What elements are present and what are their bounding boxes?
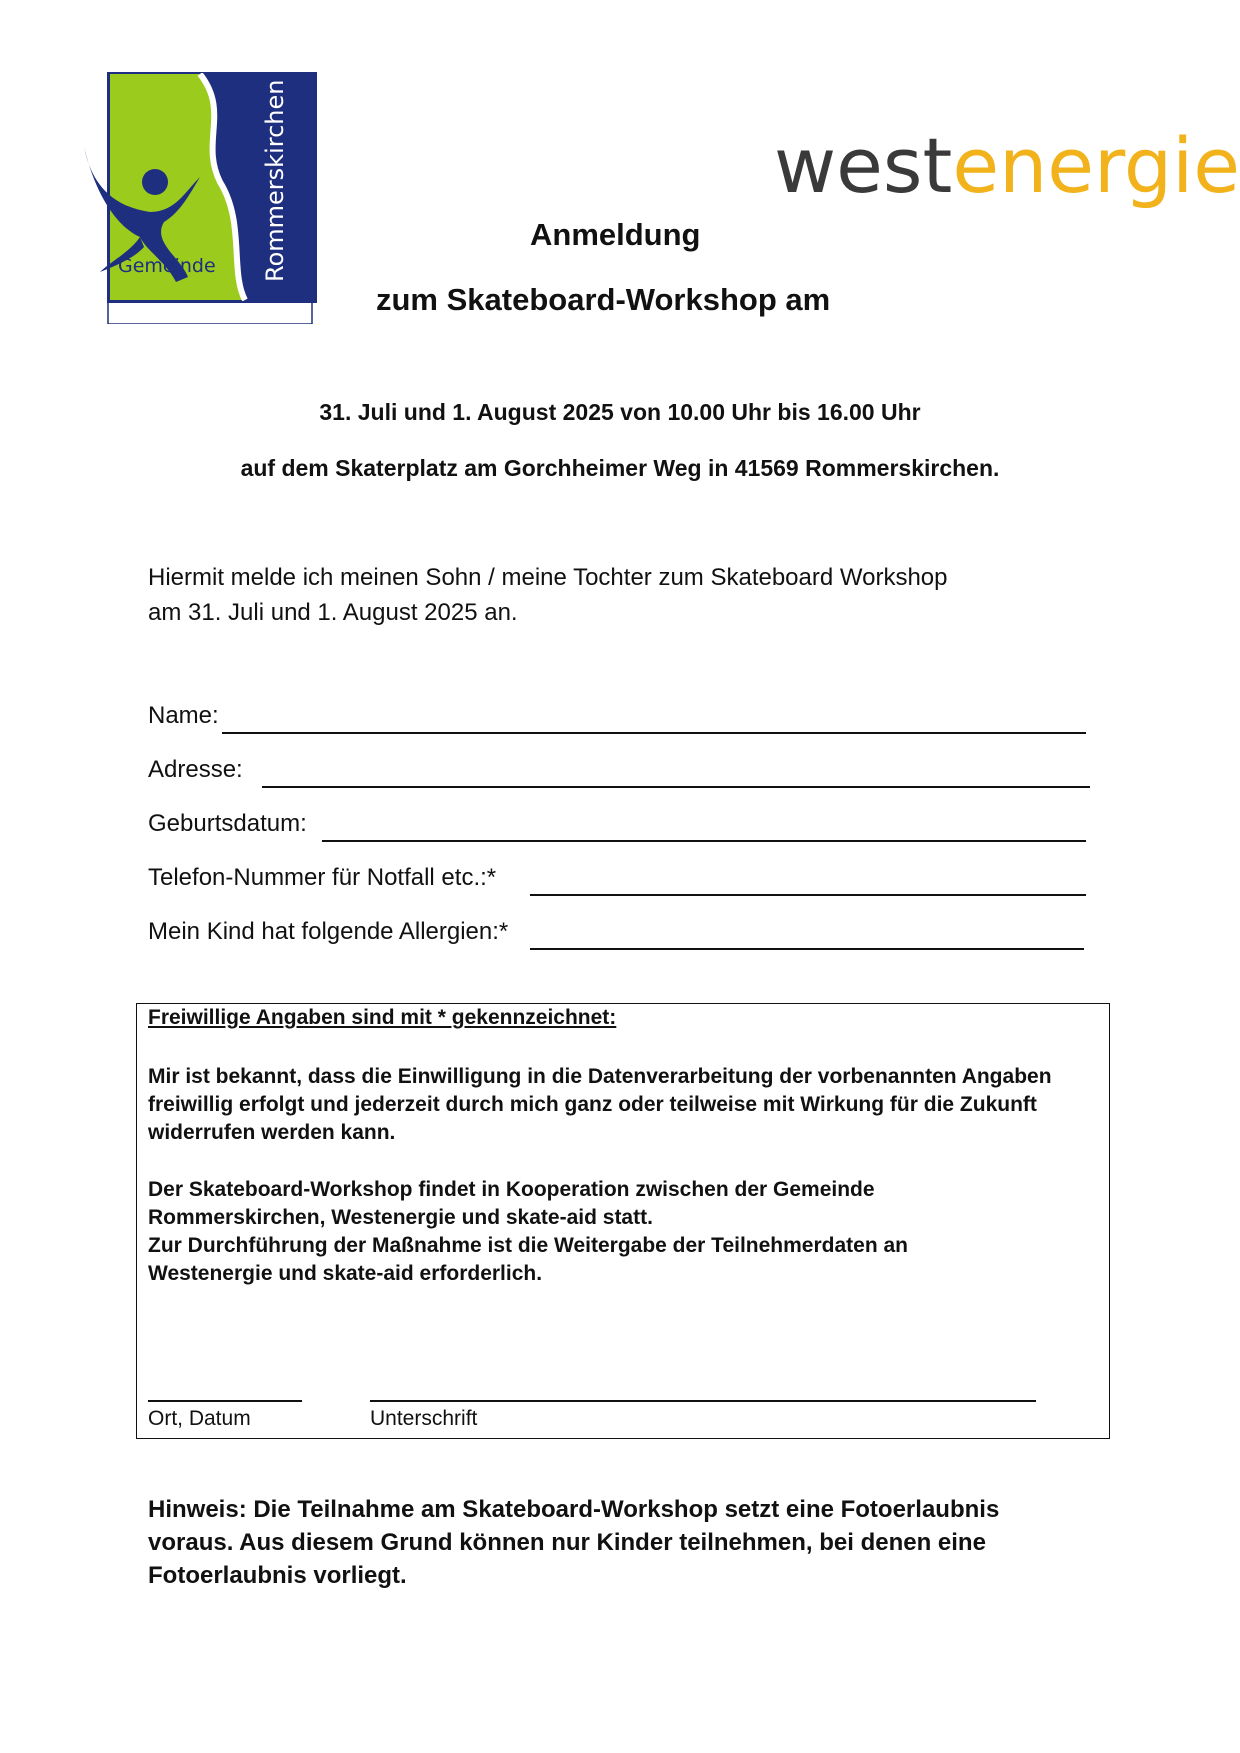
name-label: Name: — [148, 702, 219, 729]
adresse-label: Adresse: — [148, 756, 243, 783]
event-location: auf dem Skaterplatz am Gorchheimer Weg in 41569 Rommerskirchen. — [240, 455, 1000, 481]
intro-text — [148, 560, 948, 630]
telefon-line — [530, 894, 1086, 896]
consent-paragraph-2-line-3: Zur Durchführung der Maßnahme ist die Weitergabe der Teilnehmerdaten an — [148, 1234, 909, 1257]
allergien-field[interactable] — [148, 918, 1086, 952]
intro-line-1: Hiermit melde ich meinen Sohn / meine Tochter zum Skateboard Workshop — [148, 564, 948, 591]
adresse-field[interactable] — [148, 756, 1092, 790]
westenergie-logo-part1: west — [774, 121, 953, 210]
name-line — [222, 732, 1086, 734]
consent-paragraph-2 — [148, 1176, 1103, 1288]
geburtsdatum-field[interactable] — [148, 810, 1088, 844]
gemeinde-text: Gemeinde — [118, 255, 216, 277]
gemeinde-rommerskirchen-logo — [80, 72, 330, 324]
consent-paragraph-2-line-2: Rommerskirchen, Westenergie und skate-aid statt. — [148, 1206, 653, 1229]
geburtsdatum-label: Geburtsdatum: — [148, 810, 307, 837]
westenergie-logo — [774, 121, 1240, 210]
unterschrift-label: Unterschrift — [370, 1407, 478, 1430]
telefon-field[interactable] — [148, 864, 1088, 898]
adresse-line — [262, 786, 1090, 788]
consent-paragraph-1: Mir ist bekannt, dass die Einwilligung in die Datenverarbeitung der vorbenannten Angaben freiwillig erfolgt und jederzeit durch mich ganz oder teilweise mit Wirkung für die Zukunft widerrufen werden kann. — [148, 1065, 1052, 1144]
telefon-label: Telefon-Nummer für Notfall etc.:* — [148, 864, 497, 891]
name-field[interactable] — [148, 702, 1088, 736]
consent-paragraph-2-line-1: Der Skateboard-Workshop findet in Kooperation zwischen der Gemeinde — [148, 1178, 875, 1201]
consent-paragraph-2-line-4: Westenergie und skate-aid erforderlich. — [148, 1262, 543, 1285]
page-subtitle: zum Skateboard-Workshop am — [376, 282, 831, 317]
allergien-label: Mein Kind hat folgende Allergien:* — [148, 918, 509, 945]
intro-line-2: am 31. Juli und 1. August 2025 an. — [148, 599, 518, 626]
westenergie-logo-part2: energie — [952, 121, 1240, 210]
event-date: 31. Juli und 1. August 2025 von 10.00 Uhr bis 16.00 Uhr — [319, 399, 921, 425]
hinweis-line-2: voraus. Aus diesem Grund können nur Kinder teilnehmen, bei denen eine — [148, 1529, 986, 1556]
allergien-line — [530, 948, 1084, 950]
hinweis-line-1: Hinweis: Die Teilnahme am Skateboard-Workshop setzt eine Fotoerlaubnis — [148, 1496, 1000, 1523]
rommerskirchen-text: Rommerskirchen — [261, 79, 289, 282]
consent-heading: Freiwillige Angaben sind mit * gekennzeichnet: — [148, 1006, 617, 1029]
page-title: Anmeldung — [530, 217, 701, 252]
geburtsdatum-line — [322, 840, 1086, 842]
ort-datum-line[interactable] — [148, 1400, 302, 1402]
unterschrift-line[interactable] — [370, 1400, 1036, 1402]
hinweis-line-3: Fotoerlaubnis vorliegt. — [148, 1562, 407, 1589]
hinweis-text — [148, 1493, 1108, 1592]
ort-datum-label: Ort, Datum — [148, 1407, 251, 1430]
